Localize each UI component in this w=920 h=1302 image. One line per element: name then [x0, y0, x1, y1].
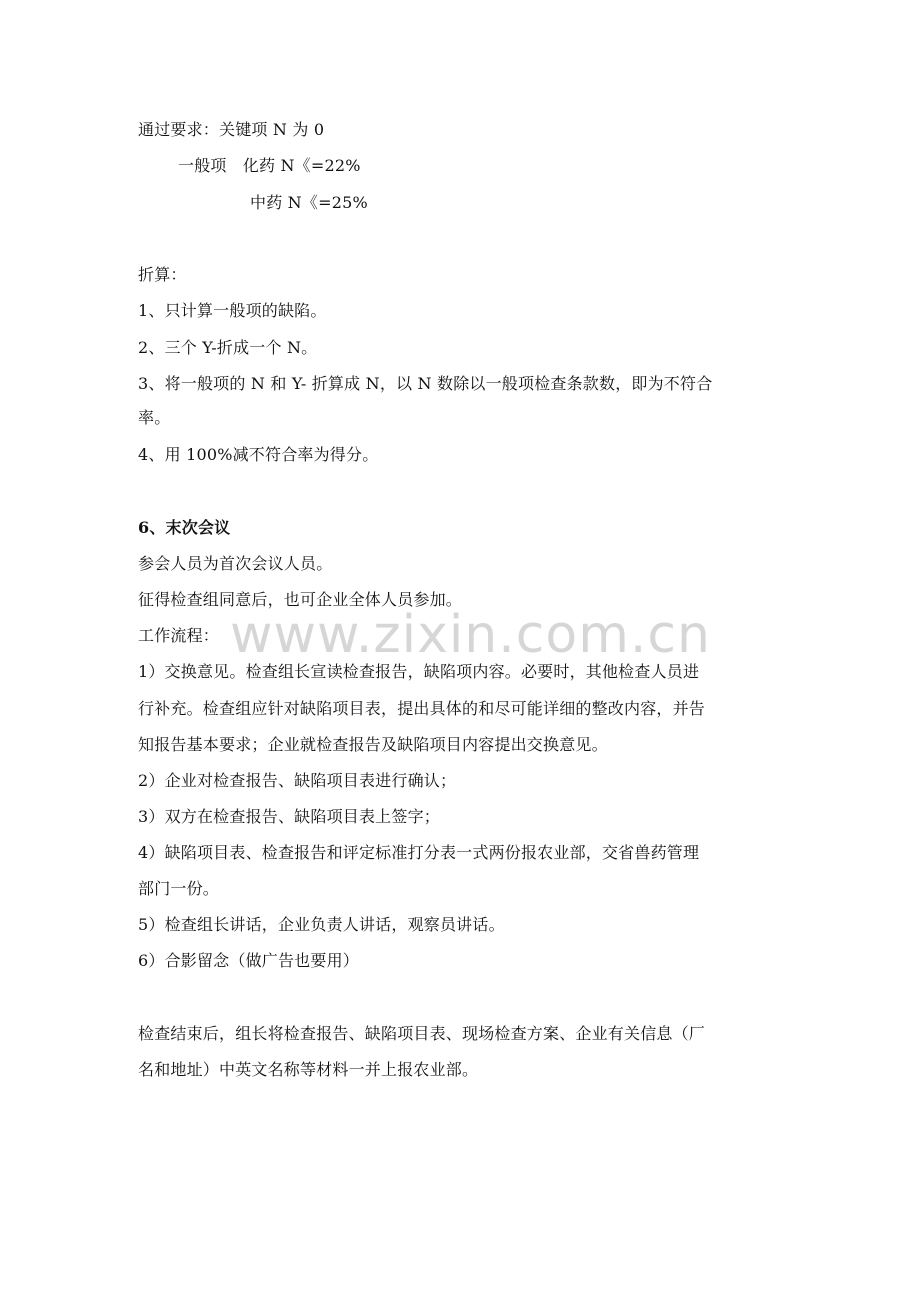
meeting-line: 2）企业对检查报告、缺陷项目表进行确认；	[138, 771, 457, 790]
conversion-item: 率。	[138, 408, 171, 427]
pass-requirement-line: 通过要求：关键项 N 为 0	[138, 120, 325, 139]
meeting-line: 部门一份。	[138, 879, 220, 898]
meeting-line: 1）交换意见。检查组长宣读检查报告，缺陷项内容。必要时，其他检查人员进	[138, 662, 700, 681]
conversion-item: 1、只计算一般项的缺陷。	[138, 301, 327, 320]
conversion-item: 3、将一般项的 N 和 Y- 折算成 N，以 N 数除以一般项检查条款数，即为不符合	[138, 374, 713, 393]
conversion-heading: 折算：	[138, 265, 187, 284]
section-heading: 6、末次会议	[138, 518, 231, 537]
meeting-line: 工作流程：	[138, 626, 220, 645]
watermark: www.zixin.com.cn	[230, 605, 711, 665]
meeting-line: 6）合影留念（做广告也要用）	[138, 951, 359, 970]
meeting-line: 5）检查组长讲话，企业负责人讲话，观察员讲话。	[138, 915, 505, 934]
meeting-line: 参会人员为首次会议人员。	[138, 554, 333, 573]
meeting-line: 4）缺陷项目表、检查报告和评定标准打分表一式两份报农业部，交省兽药管理	[138, 843, 700, 862]
meeting-line: 行补充。检查组应针对缺陷项目表，提出具体的和尽可能详细的整改内容，并告	[138, 699, 706, 718]
closing-line: 检查结束后，组长将检查报告、缺陷项目表、现场检查方案、企业有关信息（厂	[138, 1024, 706, 1043]
meeting-line: 征得检查组同意后，也可企业全体人员参加。	[138, 590, 463, 609]
conversion-item: 4、用 100%减不符合率为得分。	[138, 445, 379, 464]
meeting-line: 3）双方在检查报告、缺陷项目表上签字；	[138, 807, 440, 826]
conversion-item: 2、三个 Y-折成一个 N。	[138, 338, 318, 357]
closing-line: 名和地址）中英文名称等材料一并上报农业部。	[138, 1060, 479, 1079]
pass-requirement-line: 一般项 化药 N《=22%	[178, 156, 361, 175]
meeting-line: 知报告基本要求；企业就检查报告及缺陷项目内容提出交换意见。	[138, 735, 608, 754]
pass-requirement-line: 中药 N《=25%	[250, 193, 368, 212]
